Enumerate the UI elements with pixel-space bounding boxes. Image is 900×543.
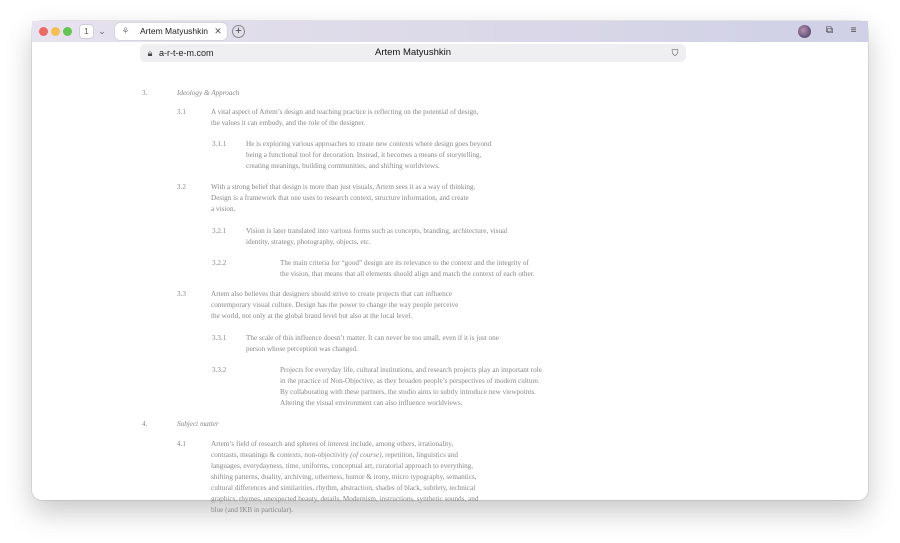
text-line: in the practice of Non-Objective, as they broaden people’s perspectives of modern culture. [280, 377, 540, 385]
text-span: , repetition, linguistics and [381, 451, 458, 459]
section-heading: Ideology & Approach [177, 89, 240, 97]
bookmark-icon[interactable]: ⛉ [671, 48, 679, 58]
tab-title: Artem Matyushkin [140, 26, 209, 36]
address-page-title: Artem Matyushkin [374, 47, 452, 58]
text-line: shifting patterns, duality, archiving, otherness, humor & irony, micro typography, semantics, [211, 473, 477, 481]
zoom-window-button[interactable] [63, 27, 72, 36]
text-line: Design is a framework that one uses to research context, structure information, and create [211, 194, 469, 202]
favicon-icon: ⚘ [121, 26, 130, 36]
text-line: graphics, rhymes, unexpected beauty, details, Modernism, instructions, synthetic sounds, and [211, 495, 479, 503]
text-line: identity, strategy, photography, objects, etc. [246, 238, 371, 246]
minimize-window-button[interactable] [51, 27, 60, 36]
browser-window [32, 21, 868, 514]
title-bar [32, 21, 868, 42]
lock-icon: 🔒︎ [147, 48, 153, 58]
close-window-button[interactable] [39, 27, 48, 36]
text-span-italic: (of course) [350, 451, 382, 459]
toolbar [32, 42, 868, 64]
tab-active[interactable] [115, 23, 227, 40]
close-icon[interactable]: ✕ [214, 26, 222, 36]
text-span: contrasts, meanings & contexts, non-objectivity [211, 451, 351, 459]
text-line: being a functional tool for decoration. Instead, it becomes a means of storytelling, [246, 151, 482, 159]
text-line [211, 450, 478, 461]
menu-icon[interactable]: ≡ [850, 25, 857, 36]
text-line: Artem’s field of research and spheres of interest include, among others, irrationality, [211, 440, 454, 448]
text-line: Altering the visual environment can also influence worldviews. [280, 399, 463, 407]
address-domain[interactable]: a-r-t-e-m.com [159, 48, 214, 58]
clause-number: 4.1 [177, 440, 186, 448]
clause-number: 3.2.2 [212, 259, 227, 267]
text-line: Artem also believes that designers should strive to create projects that can influence [211, 290, 453, 298]
clause-number: 3.3 [177, 290, 186, 298]
clause-number: 3.2 [177, 183, 186, 191]
text-line: the world, not only at the global brand level but also at the local level. [211, 312, 413, 320]
text-line: Projects for everyday life, cultural institutions, and research projects play an important role [280, 366, 542, 374]
profile-avatar[interactable] [798, 25, 811, 38]
text-line: With a strong belief that design is more than just visuals, Artem sees it as a way of thinking. [211, 183, 476, 191]
clause-number: 3.3.2 [212, 366, 227, 374]
text-line: blue (and IKB in particular). [211, 506, 294, 514]
section-number: 3. [142, 89, 148, 97]
text-line: Vision is later translated into various forms such as concepts, branding, architecture, visual [246, 227, 508, 235]
text-line: The main criteria for “good” design are its relevance to the context and the integrity of [280, 259, 529, 267]
tabs-overview-icon[interactable]: ⧉ [825, 25, 834, 36]
clause-number: 3.2.1 [212, 227, 227, 235]
tab-count-badge[interactable]: 1 [80, 25, 93, 38]
clause-number: 3.1 [177, 108, 186, 116]
text-line: A vital aspect of Artem’s design and teaching practice is reflecting on the potential of design, [211, 108, 479, 116]
page-content [32, 64, 868, 514]
text-line: a vision. [211, 205, 236, 213]
text-line: He is exploring various approaches to create new contexts where design goes beyond [246, 140, 492, 148]
text-line: person whose perception was changed. [246, 345, 358, 353]
section-heading: Subject matter [177, 420, 219, 428]
text-line: By collaborating with these partners, the studio aims to subtly introduce new viewpoints. [280, 388, 536, 396]
text-line: the vision, that means that all elements should align and match the context of each other. [280, 270, 535, 278]
chevron-down-icon[interactable]: ⌄ [98, 26, 106, 36]
new-tab-button[interactable]: + [232, 25, 245, 38]
clause-number: 3.1.1 [212, 140, 227, 148]
text-line: creating meanings, building communities, and shifting worldviews. [246, 162, 440, 170]
address-bar[interactable] [140, 44, 686, 62]
section-number: 4. [142, 420, 148, 428]
text-line: cultural differences and similarities, rhythm, abstraction, shades of black, subtlety, technical [211, 484, 476, 492]
text-line: languages, everydayness, time, uniforms, conceptual art, curatorial approach to everything, [211, 462, 474, 470]
text-line: The scale of this influence doesn’t matter. It can never be too small, even if it is just one [246, 334, 499, 342]
clause-number: 3.3.1 [212, 334, 227, 342]
text-line: the values it can embody, and the role of the designer. [211, 119, 366, 127]
text-line: contemporary visual culture. Design has the power to change the way people perceive [211, 301, 459, 309]
